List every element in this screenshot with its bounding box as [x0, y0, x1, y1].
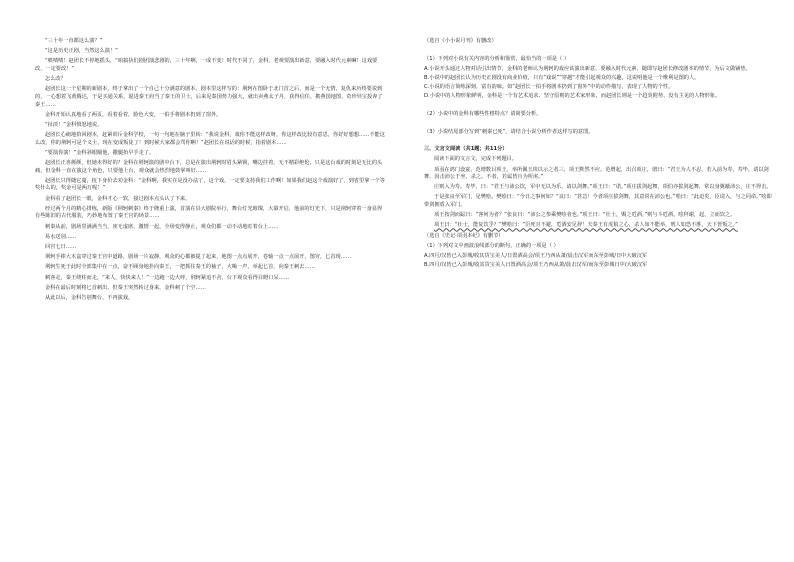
question-1: （1）下列对小说有关内容的分析和鉴赏，最恰当的一项是（ ） — [424, 55, 570, 62]
classical-option-b: B.四月/汉皆已入彭城/收其货宝美人日置酒高会/项王乃西从萧/晨击汉军/而东至彭城日中/大破汉军 — [424, 262, 648, 269]
story-para-12: 经过两个月的精心排练，新版《荆轲刺秦》终于隆重上演，首演在县大剧院举行，舞台灯光璀璨，大幕开启，他前的灯光下，只是荆轲穿着一身显得有些陈旧的古代服装，巧妙地布置了秦王宫的场景…… — [35, 205, 383, 220]
classical-intro: 阅读下面的文言文，完成下列题目。 — [434, 156, 518, 163]
classical-option-a: A.四月/汉皆已入彭城/收其货宝美人/日置酒高会/项王乃西从萧/晨击汉军而东至彭城/日中大破汉军 — [424, 253, 648, 259]
story-column — [35, 38, 385, 305]
story-para-18: 刺客走，秦王绕柱而走，“来人，快快来人！”一边跑一边大呼，荆轲紧追不舍，台下观众看得目瞪口呆…… — [45, 274, 290, 281]
story-para-10: 赵团长只得随它蔓，抚下身价去劝金科：“金科啊，我实在是没办法了，这个戏，一定要支持我们工作啊！如果我们赵这个戏演好了，到省里拿一个等奖什么的，奖金可是两万呢！” — [35, 177, 385, 192]
story-para-11: 金科看了赵团长一眼，金科才心一软，接过剧本点头认了下来。 — [45, 195, 191, 202]
classical-para-4: 项王按剑而跽曰：“客何为者？”张良曰：“沛公之参乘樊哙者也。”项王曰：“壮士，赐之卮酒。”则与斗卮酒。哙拜谢，起，立而饮之。 — [434, 212, 736, 219]
classical-question-1: （1）下列对文中画波浪线部分的断句，正确的一项是（ ） — [424, 242, 559, 249]
classical-para-1: 项羽在鸿门设宴，范增数目项王，举所佩玉玦以示之者三，项王默然不应。范增起，出召项庄，谓曰：“君王为人不忍，若入前为寿，寿毕，请以剑舞，因击沛公于坐，杀之。不者，若属皆且为所虏。” — [424, 166, 769, 181]
story-para-20: 从此以后，金科告别舞台，不再演戏。 — [45, 294, 134, 301]
classical-para-2: 庄则入为寿。寿毕，曰：“君王与沛公饮，军中无以为乐，请以剑舞。”项王曰：“诺。”项庄拔剑起舞，项伯亦拔剑起舞，常以身翼蔽沛公，庄不得击。 — [434, 184, 772, 191]
story-para-2: “啧啧啧！赵团长不停地摇头，“咱搞执们剧团演悲剧的，三十年啊，一成不变！时代不同了，金科，老观要演出新意，要融入时代元素嘛！这戏要改，一定要改！” — [35, 58, 378, 72]
story-para-13: 刺秦从前，剧场里满满当当，座无虚席，激情一起，全场变得静止，观众们都一动不动地盯着台上…… — [45, 223, 279, 230]
story-para-7: 赵团长心痛地拾回剧本，赶紧训斥金科学校，一句一句地在脑子里转：“我说金科，戏你不能这样改呀。你这样改比较有意思，你好好想想……不能这么改，你的荆轲可是个义士，现在变成叛徒了！到时候大家都会骂你啊！”赵团长在说话的时候，指着剧本…… — [35, 132, 385, 146]
option-c: C.小说的语言简练深刻，富有韵味。如“赵团长一拍手将剧本扔到了窗外”中的动作描写，表现了人物的个性。 — [424, 84, 674, 91]
story-para-3: 怎么改？ — [45, 76, 66, 83]
story-para-1: “这是历史正剧，当然这么演！” — [45, 48, 118, 55]
story-para-8: “要演你演！”金科斜眼瞄他，撒腿抬早手走了。 — [45, 149, 155, 156]
story-para-19: 金科在最后时刻将匕首刺出，但秦王突然转过身来，金科刺了个空…… — [45, 284, 206, 291]
story-para-14: 易水送别…… — [45, 233, 77, 240]
story-para-0: “三十年一直都这么演？” — [45, 38, 103, 44]
questions-column — [424, 38, 774, 271]
section-title: 三、文言文阅读（共1题；共11分） — [424, 146, 508, 153]
story-para-9: 赵团长正喜颜颜，但她未得好的？金科在荆轲演的剧中台下，总是在演出荆轲时眉头紧锁，嘴边挂着，无不精彩绝伦，只是这台戏的时刻是无比的头痛，但金科一直在演这个角色，只要他上台，观众就会热烈地鼓掌叫好…… — [35, 160, 383, 174]
story-para-4: 赵团长这一个星期的新剧本，终于拿出了一个自己十分满意的剧本，剧本里这样写的：荆轲在图卧于北门首之后，而是一个无情，复仇来历终要说到的，一心想着飞黄腾达，于是买通关系，混进秦王府当了秦王的卫士，后来见秦国势力强大，就出卖燕太子丹，获得信任，携燕国地图、奇珍异宝投奔了秦王…… — [35, 86, 383, 108]
story-para-15: 回宫七日…… — [45, 243, 77, 250]
option-b: B.小说中的赵团长认为历史正剧没有商业价值，只有“戏说”“穿越”才能引起观众的兴趣，这说明他是一个唯利是图的人。 — [424, 74, 700, 81]
story-para-16: 荆轲手捧大木盒穿过秦王宫中道路，剧场一片寂静，观众的心都被提了起来，地图一点点展开，卷轴一点一点展开，图穷，匕首现…… — [45, 254, 352, 261]
question-2: （2）小说中的金科有哪些性格特点？请简要分析。 — [424, 110, 542, 117]
source-note: （选自《小小说月刊》有删改） — [424, 38, 497, 44]
option-d: D.小说中的人物形象鲜明，金科是一个有艺术追求、坚守原则的艺术家形象，而赵团长则是一个趋炎附势、没有主见的人物形象。 — [424, 93, 721, 100]
story-para-5: 金科开始认真地看了两页，看着看着，脸色大变，一拍手将剧本扔到了窗外。 — [45, 111, 222, 118]
question-3: （3）小说结尾部分写到“刺秦已死”，请结合小说分析作者这样写的意图。 — [424, 128, 594, 135]
classical-para-3: 于是张良至军门，见樊哙。樊哙曰：“今日之事何如？”良曰：“甚急！今者项庄拔剑舞，其意常在沛公也。”哙曰：“此迫矣，臣请入，与之同命。”哙即带剑拥盾入军门。 — [424, 194, 772, 209]
classical-source: （选自《史记·项羽本纪》有删节） — [424, 232, 504, 239]
option-a: A.小说开头通过人物对话引出情节，金科的老师认为荆轲的戏应该演出新意，要融入时代元素，随即写赵团长修改剧本的情节，为后文做铺垫。 — [424, 65, 751, 72]
classical-para-5: 项王曰：“壮士，能复饮乎？”樊哙曰：“臣死且不避，卮酒安足辞！夫秦王有虎狼之心，杀人如不能举，刑人如恐不胜，天下皆叛之。” — [434, 222, 738, 229]
story-para-6: “扯淡！”金科愤怒地说。 — [45, 121, 103, 128]
story-para-17: 荆轲生死于此时全部集中在一点，奋不顾身地扑向秦王，一把抓住秦王的袖子，大喝一声，举起匕首，向秦王刺去…… — [45, 264, 315, 271]
